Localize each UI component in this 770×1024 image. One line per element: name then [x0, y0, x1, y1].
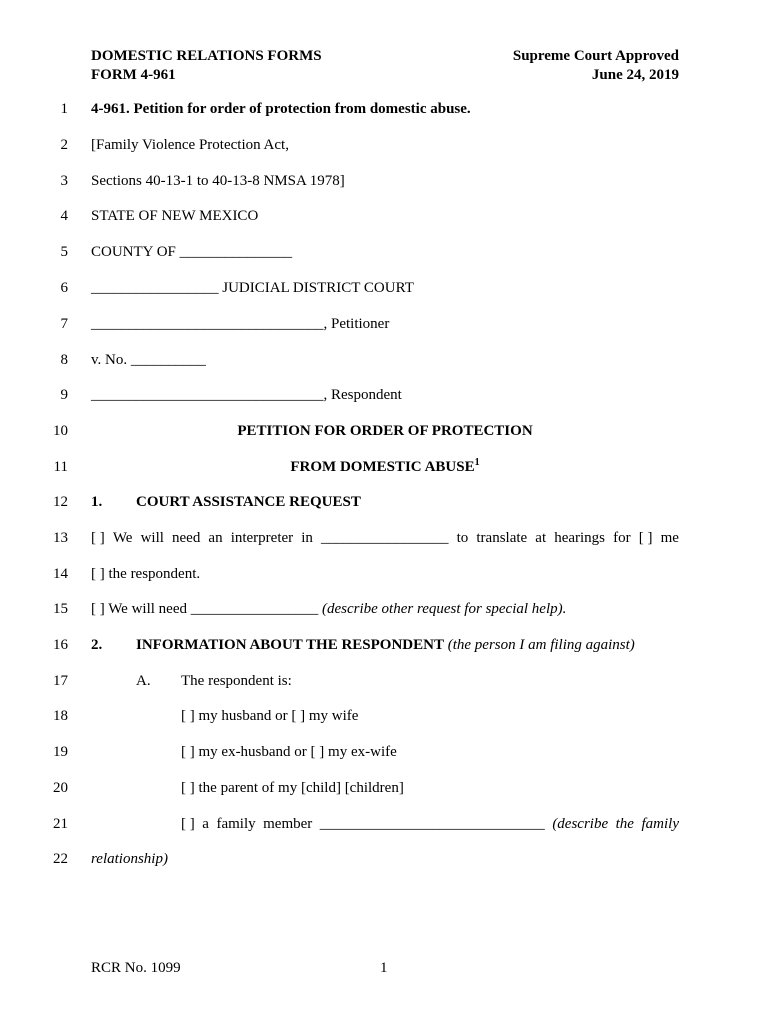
document-line [0, 135, 770, 155]
page-number: 1 [380, 960, 388, 976]
word: (describe [552, 816, 609, 832]
footnote-marker[interactable]: 1 [474, 457, 480, 468]
word: family [216, 816, 256, 832]
approval-date: June 24, 2019 [591, 67, 679, 83]
word: the [615, 816, 634, 832]
statute-citation: Sections 40-13-1 to 40-13-8 NMSA 1978] [91, 173, 345, 189]
relationship-instruction: relationship) [91, 851, 168, 867]
word: me [660, 530, 679, 546]
judicial-district-field[interactable]: _________________ JUDICIAL DISTRICT COURT [91, 280, 414, 296]
line-number: 13 [53, 530, 68, 546]
line-number: 6 [60, 280, 68, 296]
line-number: 20 [53, 780, 68, 796]
special-help-instruction: (describe other request for special help). [321, 601, 567, 617]
section-heading [136, 635, 635, 655]
petition-subheading-text: FROM DOMESTIC ABUSE [290, 459, 475, 475]
document-line [0, 671, 770, 691]
state-caption: STATE OF NEW MEXICO [91, 208, 259, 224]
word: family [641, 816, 679, 832]
case-number-field[interactable]: v. No. __________ [91, 352, 206, 368]
checkbox-ex-spouse[interactable]: [ ] my ex-husband or [ ] my ex-wife [181, 744, 397, 760]
word: will [140, 530, 164, 546]
document-line [0, 278, 770, 298]
relationship-field[interactable]: ______________________________ [319, 816, 545, 832]
document-line [0, 635, 770, 655]
line-number: 9 [60, 387, 68, 403]
language-field[interactable]: _________________ [321, 530, 449, 546]
form-series-header [91, 47, 322, 85]
checkbox-parent[interactable]: [ ] the parent of my [child] [children] [181, 780, 404, 796]
line-number: 19 [53, 744, 68, 760]
special-help-text: [ ] We will need _________________ [91, 601, 322, 617]
document-line [0, 457, 770, 477]
line-number: 21 [53, 816, 68, 832]
forms-category: DOMESTIC RELATIONS FORMS [91, 48, 322, 64]
subsection-text: The respondent is: [181, 673, 292, 689]
line-number: 3 [60, 173, 68, 189]
document-line [0, 564, 770, 584]
word: member [263, 816, 313, 832]
document-line [0, 206, 770, 226]
family-member-option [181, 814, 679, 834]
word: translate [476, 530, 528, 546]
document-line [0, 385, 770, 405]
line-number: 10 [53, 423, 68, 439]
word: interpreter [230, 530, 294, 546]
line-number: 7 [60, 316, 68, 332]
word: a [202, 816, 209, 832]
document-line [0, 528, 770, 548]
approval-header [513, 47, 679, 85]
respondent-field[interactable]: _______________________________, Respondent [91, 387, 402, 403]
subsection-letter: A. [136, 673, 151, 689]
section-number: 1. [91, 494, 103, 510]
word: for [613, 530, 631, 546]
line-number: 17 [53, 673, 68, 689]
word: to [456, 530, 469, 546]
line-number: 12 [53, 494, 68, 510]
document-line [0, 492, 770, 512]
document-line [0, 849, 770, 869]
line-number: 18 [53, 708, 68, 724]
checkbox-family-member[interactable]: [ ] [181, 816, 195, 832]
word: need [172, 530, 201, 546]
special-help-request[interactable] [91, 599, 566, 619]
checkbox-spouse[interactable]: [ ] my husband or [ ] my wife [181, 708, 359, 724]
checkbox-respondent-interpreter[interactable]: [ ] the respondent. [91, 566, 201, 582]
approval-label: Supreme Court Approved [512, 48, 679, 64]
interpreter-request [91, 528, 679, 548]
line-number: 1 [60, 101, 68, 117]
section-title: INFORMATION ABOUT THE RESPONDENT [136, 637, 444, 653]
line-number: 14 [53, 566, 68, 582]
document-line [0, 742, 770, 762]
checkbox-interpreter[interactable]: [ ] [91, 530, 105, 546]
line-number: 11 [53, 459, 68, 475]
line-number: 16 [53, 637, 68, 653]
document-line [0, 99, 770, 119]
line-number: 15 [53, 601, 68, 617]
word: hearings [554, 530, 606, 546]
rcr-number: RCR No. 1099 [91, 960, 181, 976]
section-number: 2. [91, 637, 103, 653]
word: an [208, 530, 223, 546]
section-title: COURT ASSISTANCE REQUEST [136, 494, 361, 510]
form-number: FORM 4-961 [91, 67, 176, 83]
document-line [0, 350, 770, 370]
word: at [535, 530, 547, 546]
word: We [112, 530, 133, 546]
document-line [0, 814, 770, 834]
checkbox-me[interactable]: [ ] [638, 530, 653, 546]
line-number: 8 [60, 352, 68, 368]
petitioner-field[interactable]: _______________________________, Petitioner [91, 316, 390, 332]
document-line [0, 599, 770, 619]
county-field[interactable]: COUNTY OF _______________ [91, 244, 293, 260]
act-citation: [Family Violence Protection Act, [91, 137, 289, 153]
line-number: 5 [60, 244, 68, 260]
document-line [0, 421, 770, 441]
document-line [0, 778, 770, 798]
petition-heading: PETITION FOR ORDER OF PROTECTION [237, 423, 533, 439]
line-number: 4 [60, 208, 68, 224]
form-title: 4-961. Petition for order of protection from domestic abuse. [91, 101, 471, 117]
document-line [0, 314, 770, 334]
line-number: 22 [53, 851, 68, 867]
word: in [301, 530, 313, 546]
document-line [0, 242, 770, 262]
section-note: (the person I am filing against) [443, 637, 635, 653]
petition-subheading [91, 457, 679, 477]
document-line [0, 171, 770, 191]
document-line [0, 706, 770, 726]
line-number: 2 [60, 137, 68, 153]
